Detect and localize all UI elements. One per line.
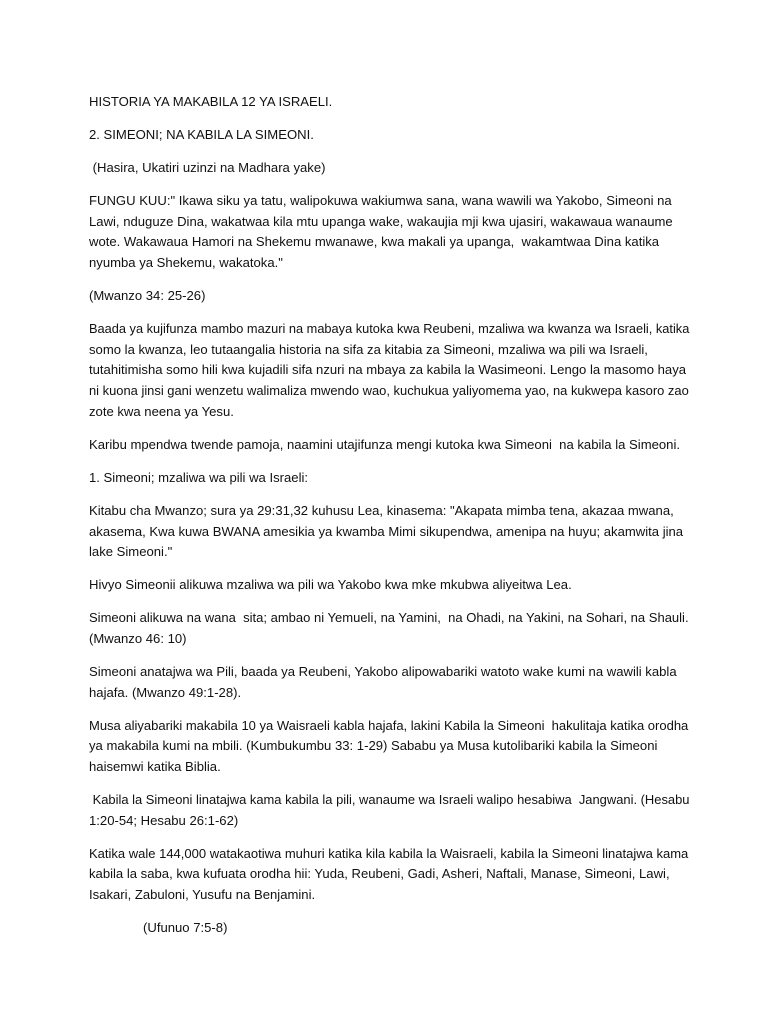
text-line: ni kuona jinsi gani wenzetu walimaliza mwendo wao, kuchukua yaliyomema yao, na kukwepa kasoro zao [89, 383, 689, 399]
text-line: lake Simeoni." [89, 544, 173, 560]
text-line: Katika wale 144,000 watakaotiwa muhuri katika kila kabila la Waisraeli, kabila la Simeoni linatajwa kama [89, 845, 689, 861]
text-line: FUNGU KUU:" Ikawa siku ya tatu, walipokuwa wakiumwa sana, wana wawili wa Yakobo, Simeoni na [89, 193, 672, 209]
text-line: (Mwanzo 34: 25-26) [89, 288, 206, 304]
text-line: kabila la saba, kwa kufuata orodha hii: Yuda, Reubeni, Gadi, Asheri, Naftali, Manase, Simeoni, Lawi, [89, 866, 670, 882]
scripture-reference [89, 918, 689, 939]
section-heading [89, 125, 689, 146]
body-paragraph [89, 575, 689, 596]
text-line: haisemwi katika Biblia. [89, 758, 221, 774]
text-line: (Ufunuo 7:5-8) [143, 919, 228, 935]
document-body [89, 92, 689, 951]
text-line: Musa aliyabariki makabila 10 ya Waisraeli kabla hajafa, lakini Kabila la Simeoni hakulitaja katika orodha [89, 717, 689, 733]
text-line: Kitabu cha Mwanzo; sura ya 29:31,32 kuhusu Lea, kinasema: "Akapata mimba tena, akazaa mwana, [89, 502, 674, 518]
text-line: 1. Simeoni; mzaliwa wa pili wa Israeli: [89, 469, 309, 485]
text-line: akasema, Kwa kuwa BWANA amesikia ya kwamba Mimi sikupendwa, amenipa na huyu; akamwita jina [89, 523, 684, 539]
text-line: Lawi, nduguze Dina, wakatwaa kila mtu upanga wake, wakaujia mji kwa ujasiri, wakawaua wanaume [89, 213, 673, 229]
text-line: Simeoni alikuwa na wana sita; ambao ni Yemueli, na Yamini, na Ohadi, na Yakini, na Sohari, na Shauli. [89, 610, 689, 626]
scripture-reference [89, 286, 689, 307]
body-paragraph [89, 501, 689, 563]
text-line: 2. SIMEONI; NA KABILA LA SIMEONI. [89, 127, 314, 143]
body-paragraph [89, 716, 689, 778]
text-line: Baada ya kujifunza mambo mazuri na mabaya kutoka kwa Reubeni, mzaliwa wa kwanza wa Israeli, katika [89, 321, 690, 337]
key-verse-paragraph [89, 191, 689, 273]
text-line: Simeoni anatajwa wa Pili, baada ya Reubeni, Yakobo alipowabariki watoto wake kumi na wawili kabla [89, 663, 677, 679]
text-line: (Hasira, Ukatiri uzinzi na Madhara yake) [89, 160, 326, 176]
text-line: nyumba ya Shekemu, wakatoka." [89, 255, 283, 271]
body-paragraph [89, 608, 689, 649]
text-line: HISTORIA YA MAKABILA 12 YA ISRAELI. [89, 94, 333, 109]
section-subtitle [89, 158, 689, 179]
welcome-paragraph [89, 435, 689, 456]
intro-paragraph [89, 319, 689, 422]
body-paragraph [89, 662, 689, 703]
text-line: Kabila la Simeoni linatajwa kama kabila la pili, wanaume wa Israeli walipo hesabiwa Jangwani. (Hesabu [89, 791, 690, 807]
text-line: wote. Wakawaua Hamori na Shekemu mwanawe, kwa makali ya upanga, wakamtwaa Dina katika [89, 234, 660, 250]
text-line: Karibu mpendwa twende pamoja, naamini utajifunza mengi kutoka kwa Simeoni na kabila la Simeoni. [89, 436, 681, 452]
text-line: Isakari, Zabuloni, Yusufu na Benjamini. [89, 886, 316, 902]
text-line: 1:20-54; Hesabu 26:1-62) [89, 812, 239, 828]
text-line: Hivyo Simeonii alikuwa mzaliwa wa pili wa Yakobo kwa mke mkubwa aliyeitwa Lea. [89, 577, 572, 593]
body-paragraph [89, 844, 689, 906]
text-line: zote kwa neena ya Yesu. [89, 403, 234, 419]
text-line: tutahitimisha somo hili kwa kujadili sifa nzuri na mbaya za kabila la Wasimeoni. Lengo la masomo haya [89, 362, 687, 378]
subsection-heading [89, 468, 689, 489]
text-line: somo la kwanza, leo tutaangalia historia na sifa za kitabia za Simeoni, mzaliwa wa pili wa Israeli, [89, 341, 648, 357]
text-line: ya makabila kumi na mbili. (Kumbukumbu 33: 1-29) Sababu ya Musa kutolibariki kabila la Simeoni [89, 738, 658, 754]
body-paragraph [89, 790, 689, 831]
text-line: (Mwanzo 46: 10) [89, 630, 187, 646]
text-line: hajafa. (Mwanzo 49:1-28). [89, 684, 242, 700]
document-title [89, 92, 689, 113]
